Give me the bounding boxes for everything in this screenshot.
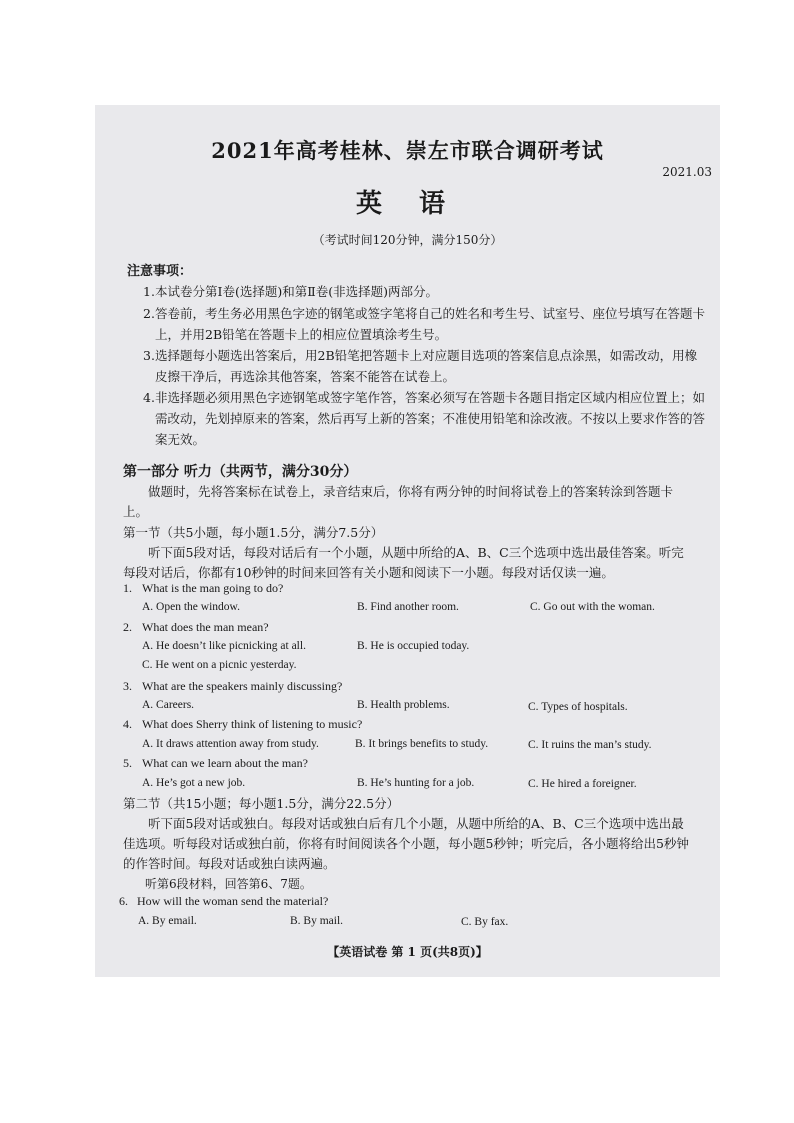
notice-item: 2. 答卷前，考生务必用黑色字迹的钢笔或签字笔将自己的姓名和考生号、试室号、座位号填写在答题卡上，并用2B铅笔在答题卡上的相应位置填涂考生号。 <box>143 306 706 342</box>
option-b: B. Health problems. <box>357 699 450 711</box>
option-a: A. He doesn’t like picnicking at all. <box>142 640 306 652</box>
exam-title: 2021年高考桂林、崇左市联合调研考试 <box>211 138 604 163</box>
question-number: 6. <box>119 894 128 908</box>
section1-intro: 听下面5段对话，每段对话后有一个小题，从题中所给的A、B、C三个选项中选出最佳答案。听完每段对话后，你都有10秒钟的时间来回答有关小题和阅读下一小题。每段对话仅读一遍。 <box>123 545 684 580</box>
option-a: A. Open the window. <box>142 601 240 613</box>
notice-item: 3. 选择题每小题选出答案后，用2B铅笔把答题卡上对应题目选项的答案信息点涂黑，如需改动，用橡皮擦干净后，再选涂其他答案，答案不能答在试卷上。 <box>143 348 698 384</box>
option-c: C. Go out with the woman. <box>530 601 655 613</box>
option-c: C. Types of hospitals. <box>528 701 628 713</box>
option-a: A. By email. <box>138 915 197 927</box>
option-a: A. It draws attention away from study. <box>142 738 319 750</box>
exam-date: 2021.03 <box>662 165 712 179</box>
option-c: C. By fax. <box>461 916 509 928</box>
section1-heading: 第一节（共5小题，每小题1.5分，满分7.5分） <box>123 525 384 540</box>
option-a: A. Careers. <box>142 699 195 711</box>
option-c: C. It ruins the man’s study. <box>528 739 652 751</box>
question-number: 1. <box>123 581 132 595</box>
section2-heading: 第二节（共15小题；每小题1.5分，满分22.5分） <box>123 796 400 811</box>
notice-item: 4. 非选择题必须用黑色字迹钢笔或签字笔作答，答案必须写在答题卡各题目指定区域内相应位置上；如需改动，先划掉原来的答案，然后再写上新的答案；不准使用铅笔和涂改液。不按以上要求作答的答案无效。 <box>143 390 706 447</box>
option-b: B. He is occupied today. <box>357 640 470 652</box>
option-c: C. He went on a picnic yesterday. <box>142 659 297 671</box>
question-text: What is the man going to do? <box>142 581 284 595</box>
part1-intro: 做题时，先将答案标在试卷上，录音结束后，你将有两分钟的时间将试卷上的答案转涂到答题卡上。 <box>123 484 674 519</box>
notice-item: 1. 本试卷分第Ⅰ卷(选择题)和第Ⅱ卷(非选择题)两部分。 <box>143 284 438 299</box>
option-b: B. Find another room. <box>357 601 459 613</box>
option-c: C. He hired a foreigner. <box>528 778 637 790</box>
question-number: 2. <box>123 620 132 634</box>
option-b: B. By mail. <box>290 915 344 927</box>
question-text: What are the speakers mainly discussing? <box>142 679 343 693</box>
page-footer: 【英语试卷 第 1 页(共8页)】 <box>327 945 488 959</box>
question-text: What does the man mean? <box>142 620 269 634</box>
section2-intro: 听下面5段对话或独白。每段对话或独白后有几个小题，从题中所给的A、B、C三个选项中选出最佳选项。听每段对话或独白前，你将有时间阅读各个小题，每小题5秒钟；听完后，各小题将给出5秒钟的作答时间。每段对话或独白读两遍。 <box>123 816 689 871</box>
question-number: 3. <box>123 679 132 693</box>
question-number: 5. <box>123 756 132 770</box>
exam-page <box>95 105 720 977</box>
option-b: B. He’s hunting for a job. <box>357 777 475 789</box>
question-text: What can we learn about the man? <box>142 756 308 770</box>
question-text: What does Sherry think of listening to music? <box>142 717 363 731</box>
question-text: How will the woman send the material? <box>137 894 329 908</box>
material-instruction: 听第6段材料，回答第6、7题。 <box>145 877 312 891</box>
part1-heading: 第一部分 听力（共两节，满分30分） <box>123 464 358 480</box>
option-a: A. He’s got a new job. <box>142 777 246 789</box>
subject-title: 英 语 <box>355 189 460 219</box>
notice-heading: 注意事项： <box>127 264 193 279</box>
exam-duration: （考试时间120分钟，满分150分） <box>312 233 503 247</box>
option-b: B. It brings benefits to study. <box>355 738 489 750</box>
question-number: 4. <box>123 717 132 731</box>
